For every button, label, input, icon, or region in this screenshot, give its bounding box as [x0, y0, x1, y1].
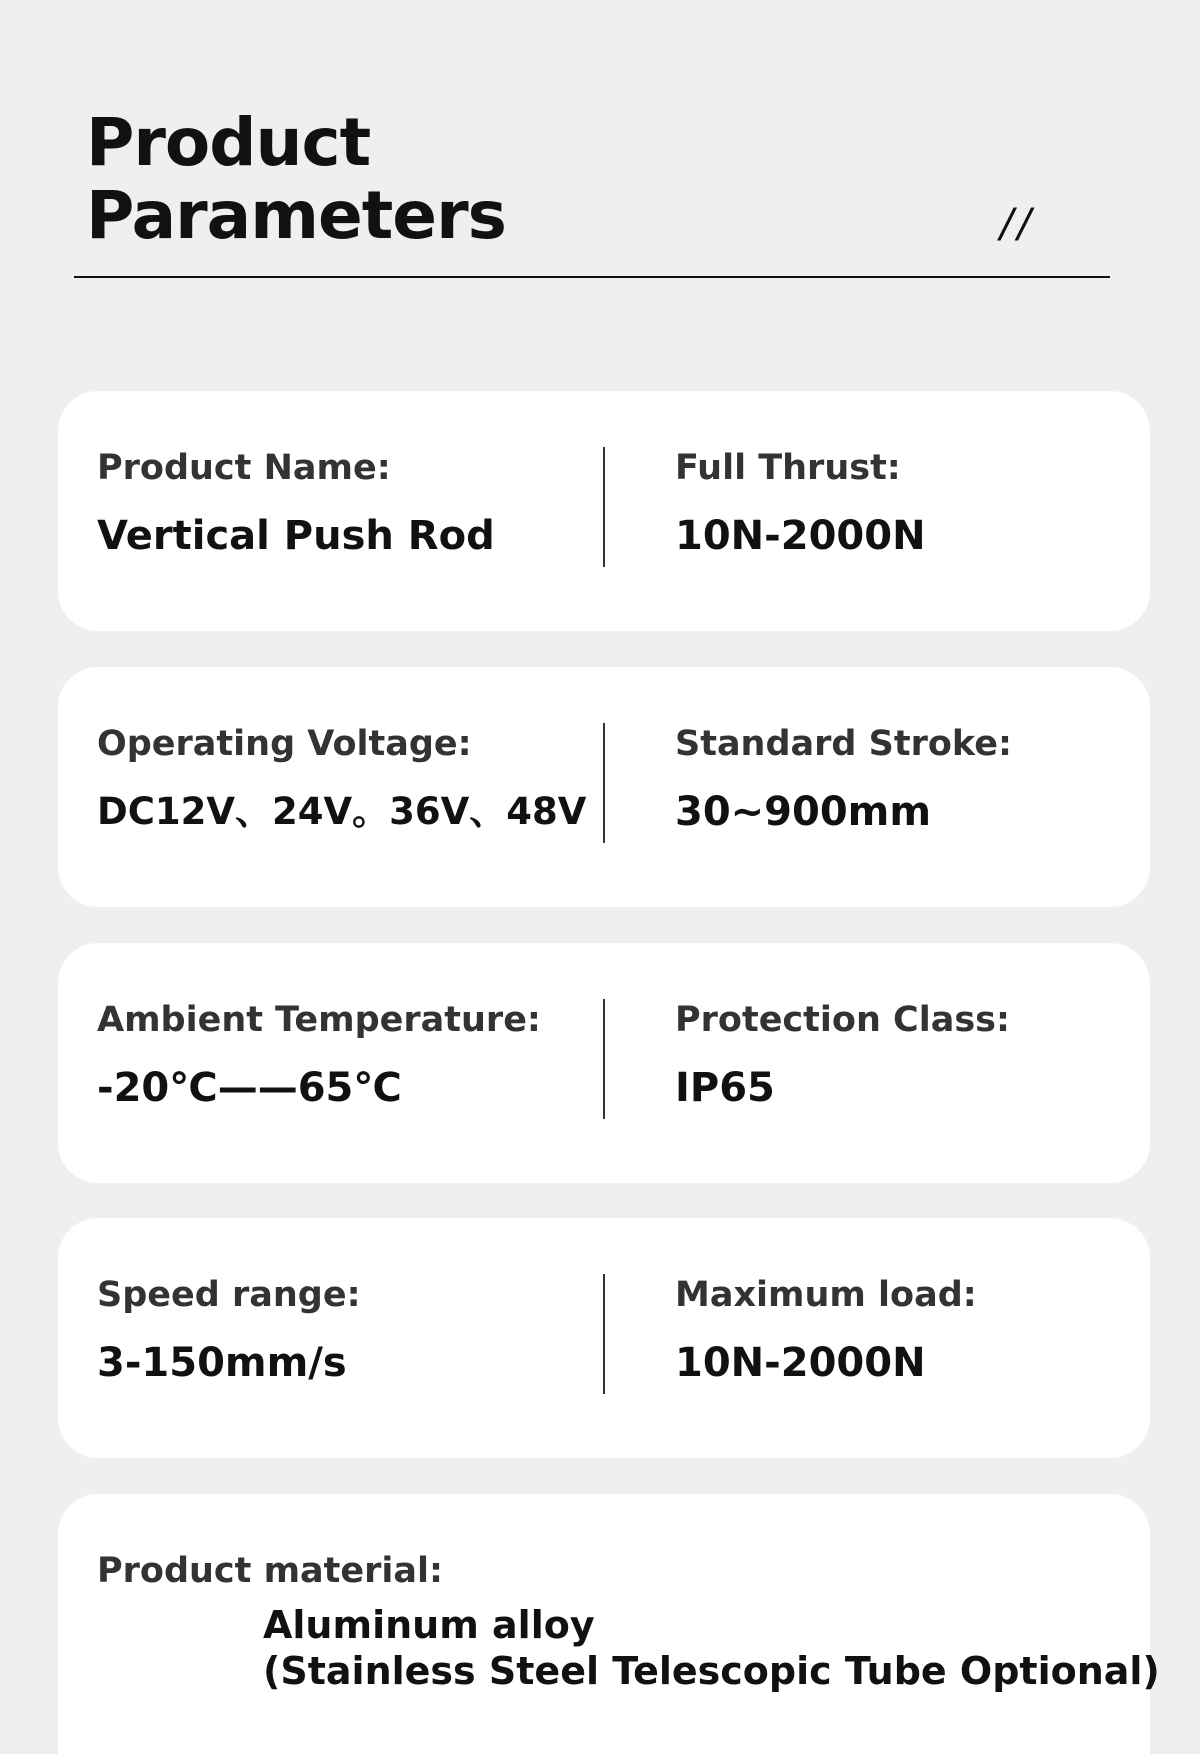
param-cell-full-thrust — [675, 391, 1115, 631]
param-cell-operating-voltage — [97, 667, 617, 907]
material-value-line-2: (Stainless Steel Telescopic Tube Optional) — [263, 1649, 1160, 1693]
param-value: 10N-2000N — [675, 1340, 926, 1386]
param-label: Full Thrust: — [675, 448, 901, 488]
page-title-line-1: Product — [86, 104, 371, 181]
param-card-ambient-temperature — [58, 943, 1150, 1183]
title-divider — [74, 276, 1110, 278]
param-value: DC12V、24V。36V、48V — [97, 790, 587, 833]
page-title — [86, 106, 506, 252]
param-label: Ambient Temperature: — [97, 1000, 541, 1040]
param-label: Maximum load: — [675, 1275, 977, 1315]
column-divider — [603, 999, 605, 1119]
column-divider — [603, 1274, 605, 1394]
param-value — [263, 1602, 1160, 1694]
param-value: IP65 — [675, 1065, 775, 1111]
param-label: Protection Class: — [675, 1000, 1011, 1040]
param-label: Speed range: — [97, 1275, 361, 1315]
param-label: Standard Stroke: — [675, 724, 1012, 764]
param-cell-protection-class — [675, 943, 1115, 1183]
param-cell-ambient-temperature — [97, 943, 617, 1183]
column-divider — [603, 723, 605, 843]
param-label: Operating Voltage: — [97, 724, 472, 764]
material-value-line-1: Aluminum alloy — [263, 1603, 595, 1647]
param-value: 10N-2000N — [675, 513, 926, 559]
param-cell-product-name — [97, 391, 617, 631]
param-card-product-name — [58, 391, 1150, 631]
param-value: 3-150mm/s — [97, 1340, 347, 1386]
param-card-product-material — [58, 1494, 1160, 1754]
param-card-speed-range — [58, 1218, 1150, 1458]
param-cell-standard-stroke — [675, 667, 1115, 907]
double-slash-icon: // — [1000, 201, 1035, 247]
param-card-operating-voltage — [58, 667, 1150, 907]
column-divider — [603, 447, 605, 567]
param-cell-speed-range — [97, 1218, 617, 1458]
param-label: Product Name: — [97, 448, 391, 488]
param-value: 30~900mm — [675, 789, 932, 835]
param-cell-maximum-load — [675, 1218, 1115, 1458]
page-title-line-2: Parameters — [86, 177, 506, 254]
param-value: Vertical Push Rod — [97, 513, 495, 559]
param-label: Product material: — [97, 1551, 444, 1591]
param-value: -20℃——65℃ — [97, 1065, 402, 1111]
